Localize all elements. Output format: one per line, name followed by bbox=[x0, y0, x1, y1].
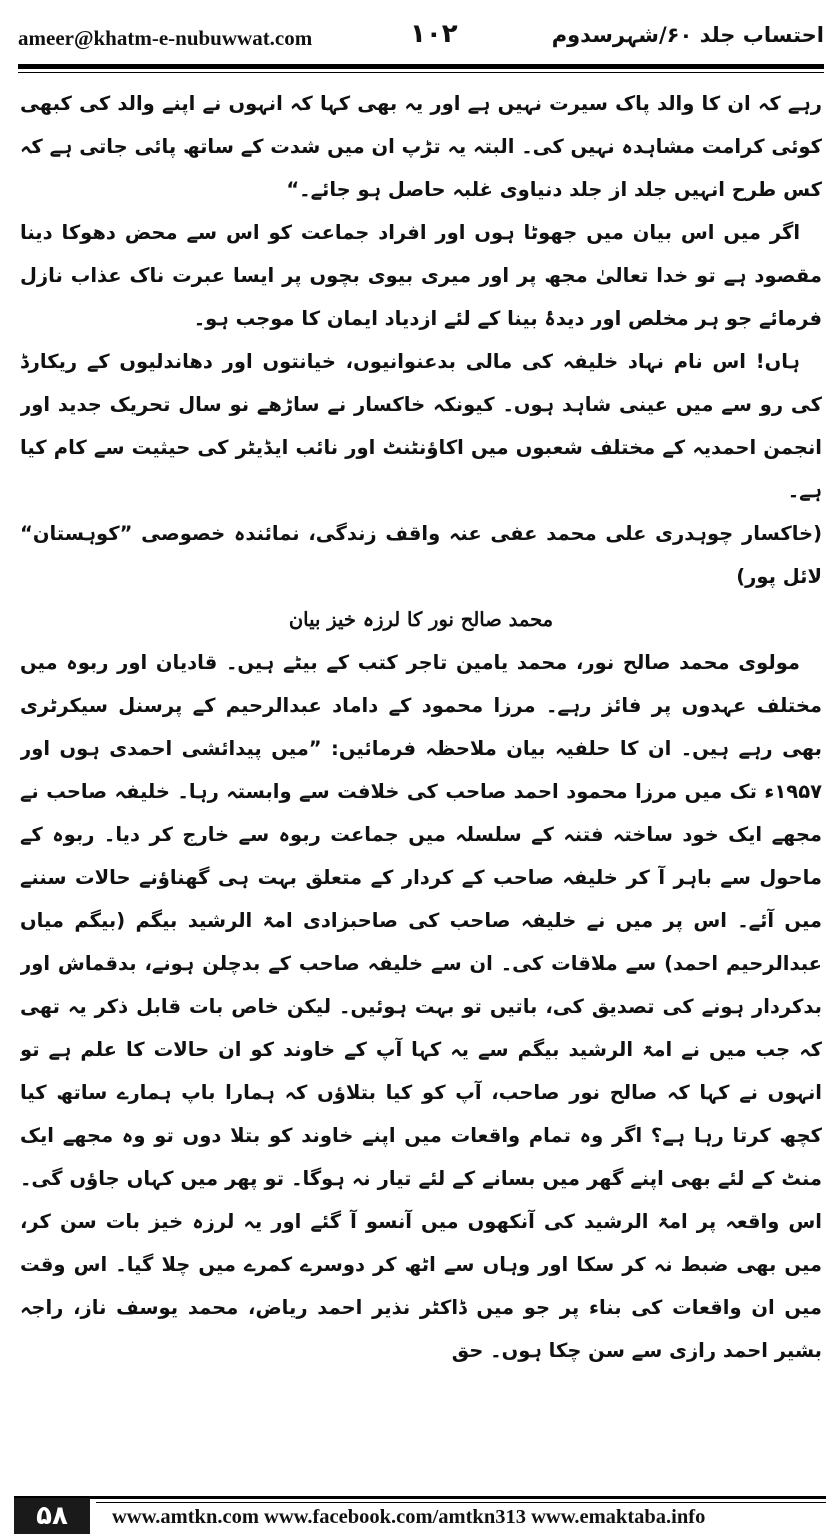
footer-rule-thick bbox=[14, 1496, 826, 1499]
section-title: محمد صالح نور کا لرزہ خیز بیان bbox=[288, 608, 554, 631]
paragraph-witness: ہاں! اس نام نہاد خلیفہ کی مالی بدعنوانیوں، خیانتوں اور دھاندلیوں کے ریکارڈ کی رو سے میں عینی شاہد ہوں۔ کیونکہ خاکسار نے ساڑھے نو سال تحریک جدید اور انجمن احمدیہ کے مختلف شعبوں میں اکاؤنٹنٹ اور نائب ایڈیٹر کی حیثیت سے کام کیا ہے۔ bbox=[20, 350, 822, 502]
header-rule-thin bbox=[18, 72, 824, 73]
paragraph-oath: اگر میں اس بیان میں جھوٹا ہوں اور افراد جماعت کو اس سے محض دھوکا دینا مقصود ہے تو خدا تعالیٰ مجھ پر اور میری بیوی بچوں پر ایسا عبرت ناک عذاب نازل فرمائے جو ہر مخلص اور دیدۂ بینا کے لئے ازدیاد ایمان کا موجب ہو۔ bbox=[20, 221, 822, 330]
footer-urls: www.amtkn.com www.facebook.com/amtkn313 www.emaktaba.info bbox=[112, 1506, 706, 1528]
header-email: ameer@khatm-e-nubuwwat.com bbox=[18, 26, 313, 50]
section-paragraph: مولوی محمد صالح نور، محمد یامین تاجر کتب کے بیٹے ہیں۔ قادیان اور ربوہ میں مختلف عہدوں پر فائز رہے۔ مرزا محمود کے داماد عبدالرحیم کے پرسنل سیکرٹری بھی رہے ہیں۔ ان کا حلفیہ بیان ملاحظہ فرمائیں: ”میں پیدائشی احمدی ہوں اور ۱۹۵۷ء تک میں مرزا محمود احمد صاحب کی خلافت سے وابستہ رہا۔ خلیفہ صاحب نے مجھے ایک خود ساختہ فتنہ کے سلسلہ میں جماعت ربوہ سے خارج کر دیا۔ ربوہ کے ماحول سے باہر آ کر خلیفہ صاحب کے کردار کے متعلق بہت ہی گھناؤنے حالات سننے میں آئے۔ اس پر میں نے خلیفہ صاحب کی صاحبزادی امۃ الرشید بیگم (بیگم میاں عبدالرحیم احمد) سے ملاقات کی۔ ان سے خلیفہ صاحب کے بدچلن ہونے، بدقماش اور بدکردار ہونے کی تصدیق کی، باتیں تو بہت ہوئیں۔ لیکن خاص بات قابل ذکر یہ تھی کہ جب میں نے امۃ الرشید بیگم سے یہ کہا آپ کے خاوند کو ان حالات کا علم ہے تو انہوں نے کہا کہ صالح نور صاحب، آپ کو کیا بتلاؤں کہ ہمارا باپ ہمارے ساتھ کیا کچھ کرتا رہا ہے؟ اگر وہ تمام واقعات میں اپنے خاوند کو بتلا دوں تو وہ مجھے ایک منٹ کے لئے بھی اپنے گھر میں بسانے کے لئے تیار نہ ہوگا۔ تو پھر میں کہاں جاؤں گی۔ اس واقعہ پر امۃ الرشید کی آنکھوں میں آنسو آ گئے اور یہ لرزہ خیز بات سن کر، میں بھی ضبط نہ کر سکا اور وہاں سے اٹھ کر دوسرے کمرے میں چلا گیا۔ اس وقت میں ان واقعات کی بناء پر جو میں ڈاکٹر نذیر احمد ریاض، محمد یوسف ناز، راجہ بشیر احمد رازی سے سن چکا ہوں۔ حق bbox=[20, 651, 822, 1362]
paragraph-quote-end: رہے کہ ان کا والد پاک سیرت نہیں ہے اور یہ بھی کہا کہ انہوں نے اپنے والد کی کبھی کوئی کرامت مشاہدہ نہیں کی۔ البتہ یہ تڑپ ان میں شدت کے ساتھ پائی جاتی ہے کہ کس طرح انہیں جلد از جلد دنیاوی غلبہ حاصل ہو جائے۔“ bbox=[20, 92, 822, 201]
signature-line: (خاکسار چوہدری علی محمد عفی عنہ واقف زندگی، نمائندہ خصوصی ”کوہستان“ لائل پور) bbox=[20, 522, 822, 588]
page-number: ۱۰۲ bbox=[410, 19, 458, 49]
page-footer bbox=[0, 1486, 840, 1540]
book-title: احتساب جلد ۶۰/شہرسدوم bbox=[551, 23, 824, 47]
page-body bbox=[20, 82, 822, 1482]
header-rule-thick bbox=[18, 64, 824, 69]
page-header bbox=[18, 14, 824, 66]
footer-rule-thin bbox=[96, 1502, 826, 1503]
footer-page-code: ۵۸ bbox=[14, 1498, 90, 1534]
